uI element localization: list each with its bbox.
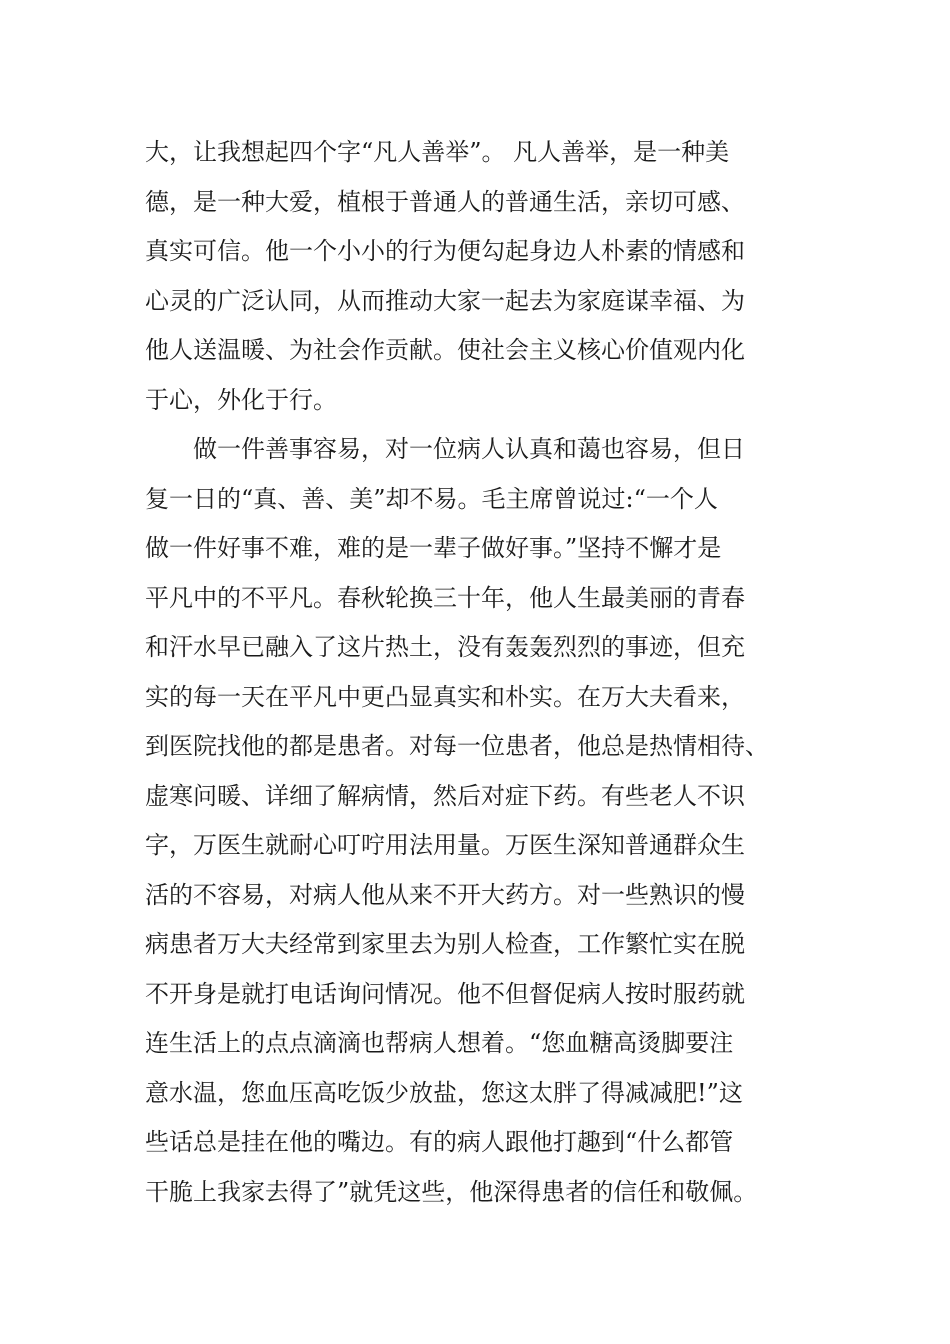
text-line: 些话总是挂在他的嘴边。有的病人跟他打趣到“什么都管 xyxy=(145,1128,734,1156)
text-line: 复一日的“真、善、美”却不易。毛主席曾说过:“一个人 xyxy=(145,484,718,513)
text-line: 实的每一天在平凡中更凸显真实和朴实。在万大夫看来， xyxy=(145,682,745,711)
text-line: 干脆上我家去得了”就凭这些，他深得患者的信任和敬佩。 xyxy=(145,1177,758,1206)
text-line: 心灵的广泛认同，从而推动大家一起去为家庭谋幸福、为 xyxy=(145,286,745,315)
text-line: 活的不容易，对病人他从来不开大药方。对一些熟识的慢 xyxy=(145,880,745,909)
text-line: 意水温，您血压高吃饭少放盐，您这太胖了得减减肥!”这 xyxy=(145,1078,743,1107)
text-line: 病患者万大夫经常到家里去为别人检查，工作繁忙实在脱 xyxy=(145,930,745,958)
text-line: 大，让我想起四个字“凡人善举”。 凡人善举，是一种美 xyxy=(145,138,730,166)
text-line: 于心，外化于行。 xyxy=(145,385,337,414)
text-line: 他人送温暖、为社会作贡献。使社会主义核心价值观内化 xyxy=(145,336,745,364)
text-line: 做一件善事容易，对一位病人认真和蔼也容易，但日 xyxy=(145,435,745,463)
body-text xyxy=(145,128,805,1217)
text-line: 不开身是就打电话询问情况。他不但督促病人按时服药就 xyxy=(145,979,745,1008)
text-line: 连生活上的点点滴滴也帮病人想着。“您血糖高烫脚要注 xyxy=(145,1029,734,1057)
text-line: 和汗水早已融入了这片热土，没有轰轰烈烈的事迹，但充 xyxy=(145,633,745,661)
text-line: 平凡中的不平凡。春秋轮换三十年，他人生最美丽的青春 xyxy=(145,583,745,612)
text-line: 虚寒问暖、详细了解病情，然后对症下药。有些老人不识 xyxy=(145,781,745,810)
text-line: 德，是一种大爱，植根于普通人的普通生活，亲切可感、 xyxy=(145,187,745,216)
text-line: 真实可信。他一个小小的行为便勾起身边人朴素的情感和 xyxy=(145,237,745,265)
text-line: 到医院找他的都是患者。对每一位患者，他总是热情相待、 xyxy=(145,732,769,760)
text-line: 字，万医生就耐心叮咛用法用量。万医生深知普通群众生 xyxy=(145,831,745,859)
text-line: 做一件好事不难，难的是一辈子做好事。”坚持不懈才是 xyxy=(145,534,722,562)
